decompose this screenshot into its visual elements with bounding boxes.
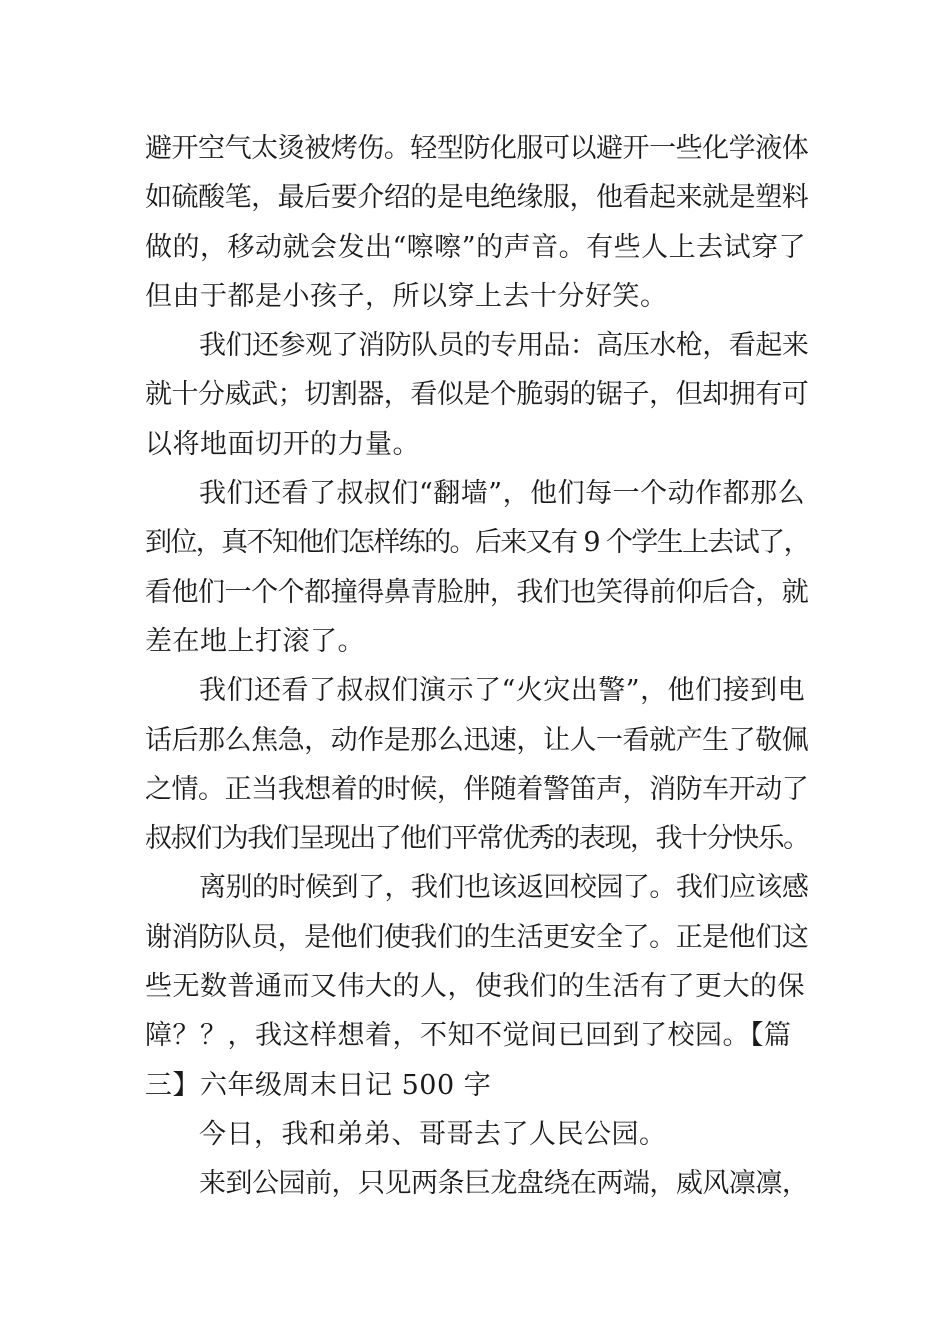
text-line: 话后那么焦急，动作是那么迅速，让人一看就产生了敬佩 [145,724,809,756]
paragraph-first-line: 我们还看了叔叔们演示了“火灾出警”，他们接到电 [199,675,806,707]
text-line: 看他们一个个都撞得鼻青脸肿，我们也笑得前仰后合，就 [145,576,809,608]
text-line: 之情。正当我想着的时候，伴随着警笛声，消防车开动了 [145,773,809,805]
paragraph-first-line: 来到公园前，只见两条巨龙盘绕在两端，威风凛凛， [199,1168,809,1200]
paragraph-first-line: 离别的时候到了，我们也该返回校园了。我们应该感 [199,872,809,904]
section-heading-line: 三】六年级周末日记 500 字 [145,1069,492,1101]
text-line: 些无数普通而又伟大的人，使我们的生活有了更大的保 [145,971,805,1003]
text-line: 如硫酸笔，最后要介绍的是电绝缘服，他看起来就是塑料 [145,182,809,214]
text-line: 障？？，我这样想着，不知不觉间已回到了校园。【篇 [145,1020,792,1052]
text-line: 差在地上打滚了。 [145,625,365,657]
paragraph-first-line: 我们还参观了消防队员的专用品：高压水枪，看起来 [199,330,809,362]
text-line: 就十分威武；切割器，看似是个脆弱的锯子，但却拥有可 [145,379,809,411]
text-line: 以将地面切开的力量。 [145,428,420,460]
document-body [145,124,810,1209]
text-line: 避开空气太烫被烤伤。轻型防化服可以避开一些化学液体 [145,133,809,164]
text-line: 谢消防队员，是他们使我们的生活更安全了。正是他们这 [145,921,809,953]
text-line: 到位，真不知他们怎样练的。后来又有 9 个学生上去试了， [145,527,809,559]
paragraph-first-line: 我们还看了叔叔们“翻墙”，他们每一个动作都那么 [199,478,806,510]
paragraph-first-line: 今日，我和弟弟、哥哥去了人民公园。 [199,1118,667,1150]
text-line: 做的，移动就会发出“嚓嚓”的声音。有些人上去试穿了 [145,231,807,263]
text-line: 叔叔们为我们呈现出了他们平常优秀的表现，我十分快乐。 [145,823,809,855]
text-line: 但由于都是小孩子，所以穿上去十分好笑。 [145,280,668,312]
